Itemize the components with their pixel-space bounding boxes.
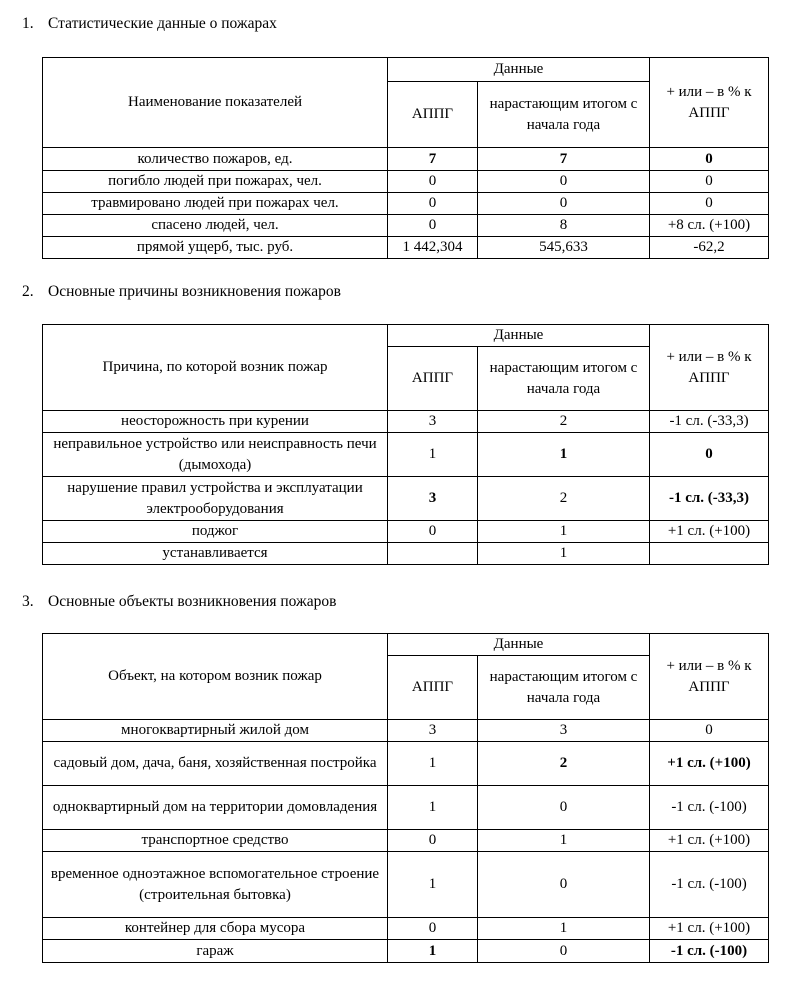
section-1-title: Статистические данные о пожарах [48,15,277,32]
header-data: Данные [388,58,650,82]
table-row [43,148,769,171]
row-cumulative: 7 [478,148,650,171]
row-name: транспортное средство [43,830,388,852]
row-appg: 1 [388,940,478,963]
row-name: прямой ущерб, тыс. руб. [43,237,388,259]
row-cumulative: 2 [478,742,650,786]
row-percent: -1 сл. (-100) [650,786,769,830]
row-appg: 1 [388,433,478,477]
header-object-name: Объект, на котором возник пожар [43,634,388,720]
table-row [43,477,769,521]
header-cause-name: Причина, по которой возник пожар [43,325,388,411]
row-appg: 1 [388,742,478,786]
row-name: временное одноэтажное вспомогательное строение (строительная бытовка) [43,852,388,918]
row-cumulative: 1 [478,433,650,477]
header-percent: + или – в % к АППГ [650,325,769,411]
row-name: неправильное устройство или неисправность печи (дымохода) [43,433,388,477]
row-name: контейнер для сбора мусора [43,918,388,940]
header-appg: АППГ [388,347,478,411]
table-row [43,918,769,940]
row-appg: 1 442,304 [388,237,478,259]
row-name: садовый дом, дача, баня, хозяйственная постройка [43,742,388,786]
header-data: Данные [388,634,650,656]
row-percent: +8 сл. (+100) [650,215,769,237]
row-appg: 3 [388,411,478,433]
section-2-number: 2. [22,283,34,300]
row-cumulative: 2 [478,411,650,433]
row-percent: -1 сл. (-33,3) [650,477,769,521]
table-row [43,521,769,543]
row-cumulative: 1 [478,918,650,940]
row-name: спасено людей, чел. [43,215,388,237]
table-row [43,171,769,193]
table-row [43,543,769,565]
row-cumulative: 0 [478,786,650,830]
table-row [43,852,769,918]
row-appg: 7 [388,148,478,171]
table-row [43,720,769,742]
row-appg: 3 [388,720,478,742]
header-cumulative: нарастающим итогом с начала года [478,82,650,148]
row-name: многоквартирный жилой дом [43,720,388,742]
row-appg: 0 [388,830,478,852]
table-row [43,237,769,259]
row-percent: +1 сл. (+100) [650,830,769,852]
table-row [43,830,769,852]
section-3-number: 3. [22,593,34,610]
fire-statistics-table [42,57,769,259]
row-appg: 0 [388,193,478,215]
row-percent: -1 сл. (-100) [650,940,769,963]
row-appg: 0 [388,521,478,543]
section-3-heading [22,593,336,611]
header-percent: + или – в % к АППГ [650,634,769,720]
row-appg: 0 [388,171,478,193]
row-cumulative: 1 [478,521,650,543]
table-row [43,940,769,963]
header-cumulative: нарастающим итогом с начала года [478,347,650,411]
row-percent: -1 сл. (-33,3) [650,411,769,433]
row-appg: 1 [388,852,478,918]
table-row [43,786,769,830]
row-cumulative: 0 [478,940,650,963]
row-name: погибло людей при пожарах, чел. [43,171,388,193]
row-cumulative: 0 [478,171,650,193]
section-2-heading [22,283,341,301]
section-1-number: 1. [22,15,34,32]
table-row [43,193,769,215]
row-name: травмировано людей при пожарах чел. [43,193,388,215]
row-appg: 1 [388,786,478,830]
row-percent: +1 сл. (+100) [650,742,769,786]
row-appg: 0 [388,215,478,237]
row-name: устанавливается [43,543,388,565]
table-row [43,215,769,237]
row-cumulative: 8 [478,215,650,237]
row-name: количество пожаров, ед. [43,148,388,171]
section-2-title: Основные причины возникновения пожаров [48,283,341,300]
row-name: одноквартирный дом на территории домовладения [43,786,388,830]
row-cumulative: 0 [478,852,650,918]
row-name: неосторожность при курении [43,411,388,433]
header-indicator-name: Наименование показателей [43,58,388,148]
row-name: нарушение правил устройства и эксплуатации электрооборудования [43,477,388,521]
table-row [43,742,769,786]
table-row [43,433,769,477]
row-percent: +1 сл. (+100) [650,918,769,940]
table-row [43,411,769,433]
header-appg: АППГ [388,656,478,720]
row-cumulative: 0 [478,193,650,215]
header-appg: АППГ [388,82,478,148]
row-percent: 0 [650,193,769,215]
row-percent: 0 [650,171,769,193]
row-cumulative: 545,633 [478,237,650,259]
row-appg: 0 [388,918,478,940]
row-appg: 3 [388,477,478,521]
row-percent: +1 сл. (+100) [650,521,769,543]
row-name: поджог [43,521,388,543]
row-percent: 0 [650,433,769,477]
fire-causes-table [42,324,769,565]
row-percent: 0 [650,720,769,742]
row-cumulative: 1 [478,830,650,852]
row-cumulative: 2 [478,477,650,521]
row-name: гараж [43,940,388,963]
row-percent [650,543,769,565]
row-percent: -62,2 [650,237,769,259]
section-3-title: Основные объекты возникновения пожаров [48,593,337,610]
row-cumulative: 1 [478,543,650,565]
header-percent: + или – в % к АППГ [650,58,769,148]
header-data: Данные [388,325,650,347]
fire-objects-table [42,633,769,963]
row-percent: 0 [650,148,769,171]
row-appg [388,543,478,565]
section-1-heading [22,15,277,33]
header-cumulative: нарастающим итогом с начала года [478,656,650,720]
row-percent: -1 сл. (-100) [650,852,769,918]
row-cumulative: 3 [478,720,650,742]
